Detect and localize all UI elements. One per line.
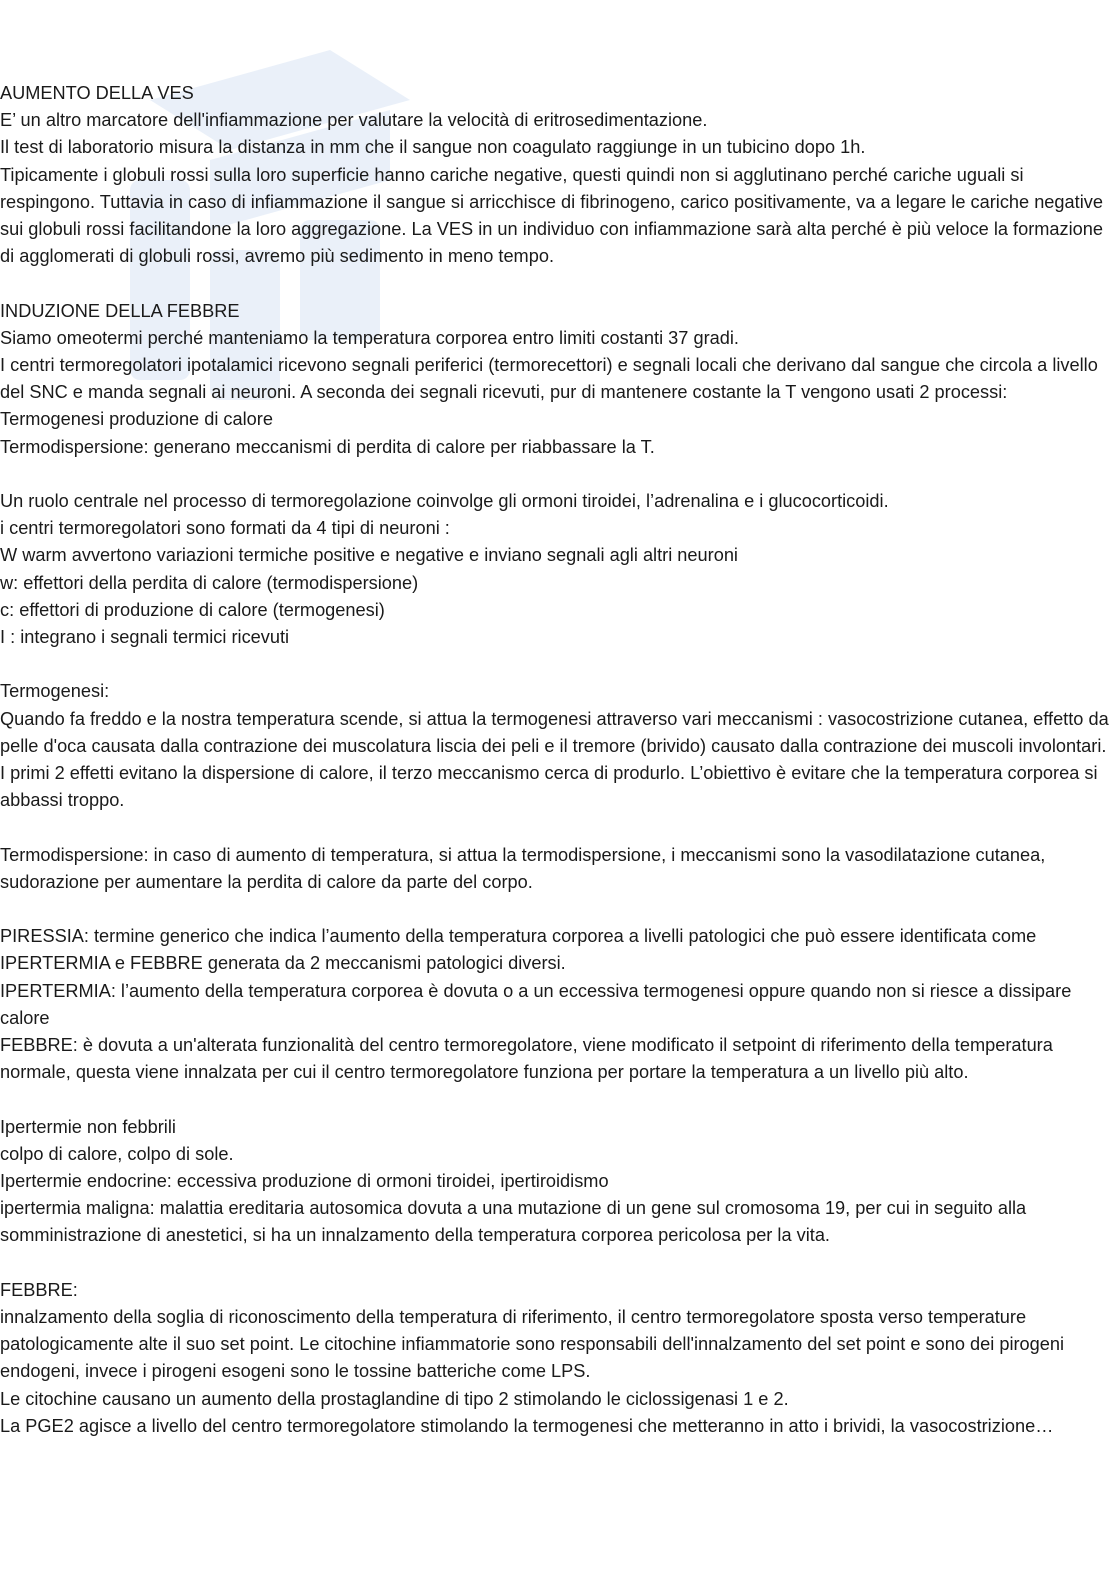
- paragraph-line: Il test di laboratorio misura la distanza in mm che il sangue non coagulato raggiunge in un tubicino dopo 1h.: [0, 137, 866, 158]
- section-neuroni: [0, 488, 1110, 651]
- paragraph-line: i centri termoregolatori sono formati da 4 tipi di neuroni :: [0, 518, 450, 539]
- paragraph-line: w: effettori della perdita di calore (termodispersione): [0, 572, 419, 593]
- section-induzione-febbre: [0, 298, 1110, 461]
- paragraph-line: Termodispersione: generano meccanismi di perdita di calore per riabbassare la T.: [0, 436, 655, 457]
- paragraph-line: c: effettori di produzione di calore (termogenesi): [0, 599, 385, 620]
- heading-ipertermie: Ipertermie non febbrili: [0, 1116, 176, 1137]
- paragraph-line: Le citochine causano un aumento della prostaglandine di tipo 2 stimolando le ciclossigenasi 1 e 2.: [0, 1388, 789, 1409]
- paragraph-line: PIRESSIA: termine generico che indica l’aumento della temperatura corporea a livelli patologici che può essere identificata come IPERTERMIA e FEBBRE generata da 2 meccanismi patologici diversi.: [0, 926, 1037, 974]
- paragraph-line: Termogenesi produzione di calore: [0, 409, 273, 430]
- section-ves: [0, 80, 1110, 270]
- section-ipertermie: [0, 1114, 1110, 1250]
- paragraph-line: W warm avvertono variazioni termiche positive e negative e inviano segnali agli altri neuroni: [0, 545, 738, 566]
- paragraph-line: I centri termoregolatori ipotalamici ricevono segnali periferici (termorecettori) e segnali locali che derivano dal sangue che circola a livello del SNC e manda segnali ai neuroni. A seconda dei segnali ricevuti, pur di mantenere costante la T vengono usati 2 processi:: [0, 355, 1098, 403]
- heading-termogenesi: Termogenesi:: [0, 681, 110, 702]
- paragraph-line: Siamo omeotermi perché manteniamo la temperatura corporea entro limiti costanti 37 gradi.: [0, 327, 739, 348]
- paragraph-line: Termodispersione: in caso di aumento di temperatura, si attua la termodispersione, i meccanismi sono la vasodilatazione cutanea, sudorazione per aumentare la perdita di calore da parte del corpo.: [0, 844, 1046, 892]
- paragraph-line: innalzamento della soglia di riconoscimento della temperatura di riferimento, il centro termoregolatore sposta verso temperature patologicamente alte il suo set point. Le citochine infiammatorie sono responsabili dell'innalzamento del set point e sono dei pirogeni endogeni, invece i pirogeni esogeni sono le tossine batteriche come LPS.: [0, 1307, 1065, 1382]
- section-termodispersione: [0, 842, 1110, 896]
- section-piressia: [0, 923, 1110, 1086]
- paragraph-line: Un ruolo centrale nel processo di termoregolazione coinvolge gli ormoni tiroidei, l’adrenalina e i glucocorticoidi.: [0, 491, 889, 512]
- heading-ves: AUMENTO DELLA VES: [0, 83, 194, 103]
- heading-febbre: FEBBRE:: [0, 1279, 78, 1300]
- paragraph-line: IPERTERMIA: l’aumento della temperatura corporea è dovuta o a un eccessiva termogenesi oppure quando non si riesce a dissipare calore: [0, 980, 1072, 1028]
- document-body: [0, 80, 1110, 1467]
- heading-induzione-febbre: INDUZIONE DELLA FEBBRE: [0, 300, 240, 321]
- paragraph-line: Ipertermie endocrine: eccessiva produzione di ormoni tiroidei, ipertiroidismo: [0, 1171, 609, 1192]
- paragraph-line: Tipicamente i globuli rossi sulla loro superficie hanno cariche negative, questi quindi non si agglutinano perché cariche uguali si respingono. Tuttavia in caso di infiammazione il sangue si arricchisce di fibrinogeno, carico positivamente, va a legare le cariche negative sui globuli rossi facilitandone la loro aggregazione. La VES in un individuo con infiammazione sarà alta perché è più veloce la formazione di agglomerati di globuli rossi, avremo più sedimento in meno tempo.: [0, 164, 1104, 267]
- paragraph-line: La PGE2 agisce a livello del centro termoregolatore stimolando la termogenesi che metteranno in atto i brividi, la vasocostrizione…: [0, 1415, 1054, 1436]
- paragraph-line: Quando fa freddo e la nostra temperatura scende, si attua la termogenesi attraverso vari meccanismi : vasocostrizione cutanea, effetto da pelle d'oca causata dalla contrazione dei muscolatura liscia dei peli e il tremore (brivido) causato dalla contrazione dei muscoli involontari. I primi 2 effetti evitano la dispersione di calore, il terzo meccanismo cerca di produrlo. L’obiettivo è evitare che la temperatura corporea si abbassi troppo.: [0, 708, 1109, 811]
- paragraph-line: E’ un altro marcatore dell'infiammazione per valutare la velocità di eritrosedimentazione.: [0, 110, 708, 131]
- paragraph-line: FEBBRE: è dovuta a un'alterata funzionalità del centro termoregolatore, viene modificato il setpoint di riferimento della temperatura normale, questa viene innalzata per cui il centro termoregolatore funziona per portare la temperatura a un livello più alto.: [0, 1035, 1053, 1083]
- section-febbre: [0, 1277, 1110, 1440]
- paragraph-line: I : integrano i segnali termici ricevuti: [0, 627, 290, 648]
- section-termogenesi: [0, 678, 1110, 814]
- paragraph-line: ipertermia maligna: malattia ereditaria autosomica dovuta a una mutazione di un gene sul cromosoma 19, per cui in seguito alla somministrazione di anestetici, si ha un innalzamento della temperatura corporea pericolosa per la vita.: [0, 1198, 1027, 1246]
- paragraph-line: colpo di calore, colpo di sole.: [0, 1143, 234, 1164]
